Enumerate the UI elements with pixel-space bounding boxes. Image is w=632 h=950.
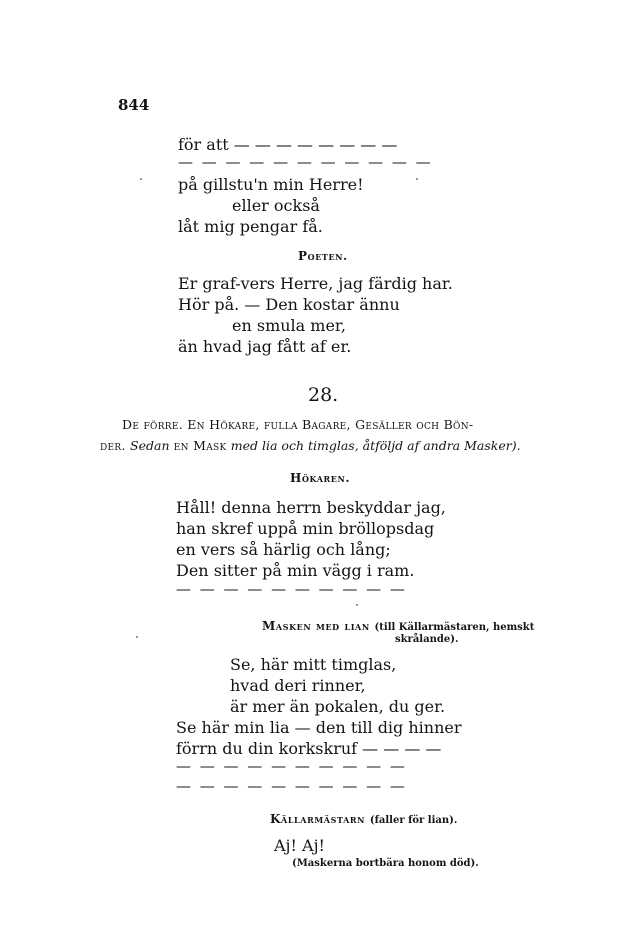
verse-line: Aj! Aj! bbox=[274, 836, 325, 855]
stage-direction-italic: Sedan bbox=[130, 438, 170, 453]
stage-direction-text: De förre. En Hökare, fulla Bagare, Gesäller och Bön- bbox=[122, 417, 474, 432]
verse-line: låt mig pengar få. bbox=[178, 217, 323, 236]
dash-line: — — — — — — — — — — — bbox=[178, 153, 433, 171]
verse-line: eller också bbox=[232, 196, 320, 215]
speaker-name: Poeten. bbox=[298, 249, 348, 263]
speaker-name bbox=[262, 619, 534, 633]
dash-line: — — — — — — — — — — bbox=[176, 777, 407, 795]
verse-line: Er graf-vers Herre, jag färdig har. bbox=[178, 274, 453, 293]
verse-line: en vers så härlig och lång; bbox=[176, 540, 391, 559]
verse-line: Håll! denna herrn beskyddar jag, bbox=[176, 498, 446, 517]
verse-line: han skref uppå min bröllopsdag bbox=[176, 519, 435, 538]
scene-number: 28. bbox=[308, 384, 339, 406]
verse-line: på gillstu'n min Herre! bbox=[178, 175, 364, 194]
verse-line: för att — — — — — — — — bbox=[178, 135, 398, 154]
speaker-name-text: Masken med lian bbox=[262, 619, 370, 633]
stage-direction-text: en Mask bbox=[173, 438, 227, 453]
speaker-name bbox=[270, 812, 457, 826]
page-number: 844 bbox=[118, 96, 150, 114]
print-speck bbox=[416, 178, 418, 180]
speaker-note: (till Källarmästaren, hemskt bbox=[374, 622, 535, 633]
verse-line: Hör på. — Den kostar ännu bbox=[178, 295, 400, 314]
verse-line: förrn du din korkskruf — — — — bbox=[176, 739, 442, 758]
verse-line: Se här min lia — den till dig hinner bbox=[176, 718, 462, 737]
stage-direction-italic: med lia och timglas, åtföljd af andra Masker). bbox=[230, 438, 521, 453]
speaker-name-text: Källarmästarn bbox=[270, 812, 366, 826]
dash-line: — — — — — — — — — — bbox=[176, 580, 407, 598]
stage-direction bbox=[122, 417, 473, 432]
verse-line: hvad deri rinner, bbox=[230, 676, 366, 695]
speaker-note: (faller för lian). bbox=[369, 815, 458, 826]
dash-line: — — — — — — — — — — bbox=[176, 757, 407, 775]
print-speck bbox=[356, 604, 358, 606]
verse-line: Den sitter på min vägg i ram. bbox=[176, 561, 415, 580]
stage-note: (Maskerna bortbära honom död). bbox=[292, 858, 479, 869]
verse-line: Se, här mitt timglas, bbox=[230, 655, 397, 674]
verse-line: är mer än pokalen, du ger. bbox=[230, 697, 446, 716]
stage-direction bbox=[100, 438, 521, 453]
verse-line: än hvad jag fått af er. bbox=[178, 337, 352, 356]
print-speck bbox=[140, 178, 142, 180]
print-speck bbox=[136, 636, 138, 638]
speaker-name: Hökaren. bbox=[290, 471, 351, 485]
stage-direction-text: der. bbox=[100, 438, 126, 453]
verse-line: en smula mer, bbox=[232, 316, 346, 335]
speaker-note: skrålande). bbox=[395, 634, 459, 645]
